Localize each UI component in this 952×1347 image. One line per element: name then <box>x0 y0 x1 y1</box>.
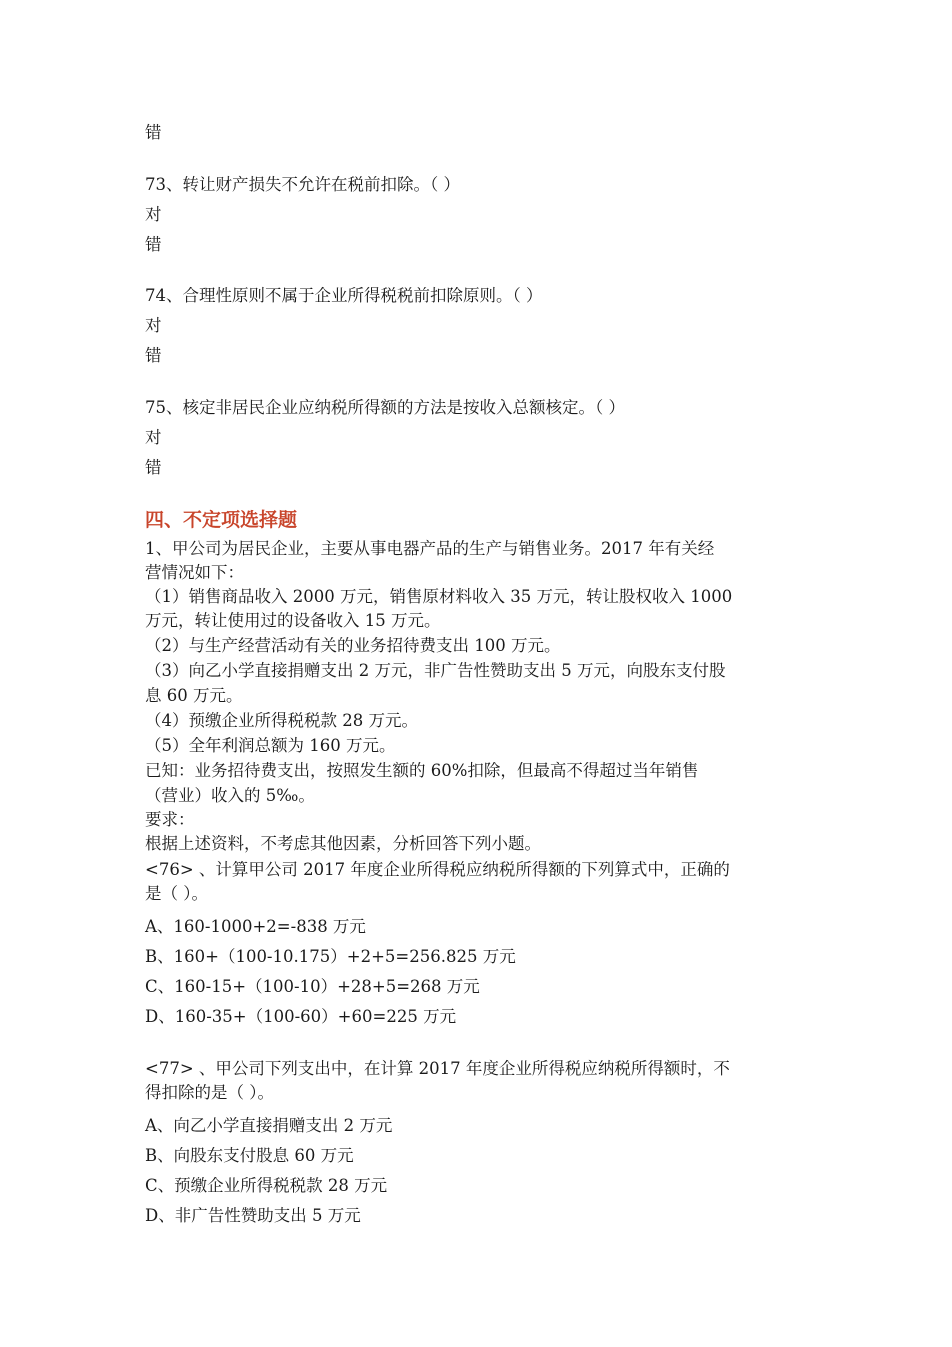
question-stem: 是（ ）。 <box>145 884 208 903</box>
option-d[interactable]: D、非广告性赞助支出 5 万元 <box>145 1206 361 1225</box>
option-false[interactable]: 错 <box>145 346 162 365</box>
case-line: 要求： <box>145 810 195 829</box>
option-true[interactable]: 对 <box>145 205 162 224</box>
case-line: 营情况如下： <box>145 563 244 582</box>
case-line: （4）预缴企业所得税税款 28 万元。 <box>145 711 418 730</box>
case-line: 已知：业务招待费支出，按照发生额的 60%扣除，但最高不得超过当年销售 <box>145 761 699 780</box>
case-line: 万元，转让使用过的设备收入 15 万元。 <box>145 611 441 630</box>
section-heading: 四、不定项选择题 <box>145 509 298 531</box>
option-d[interactable]: D、160-35+（100-60）+60=225 万元 <box>145 1007 457 1026</box>
option-c[interactable]: C、预缴企业所得税税款 28 万元 <box>145 1176 388 1195</box>
option-a[interactable]: A、160-1000+2=-838 万元 <box>145 917 366 936</box>
option-false[interactable]: 错 <box>145 235 162 254</box>
question-stem: 74、合理性原则不属于企业所得税税前扣除原则。（ ） <box>145 286 543 305</box>
case-line: （1）销售商品收入 2000 万元，销售原材料收入 35 万元，转让股权收入 1000 <box>145 587 733 606</box>
prev-question-option-false[interactable]: 错 <box>145 123 162 142</box>
case-line: （3）向乙小学直接捐赠支出 2 万元，非广告性赞助支出 5 万元，向股东支付股 <box>145 661 726 680</box>
case-line: （2）与生产经营活动有关的业务招待费支出 100 万元。 <box>145 636 561 655</box>
option-c[interactable]: C、160-15+（100-10）+28+5=268 万元 <box>145 977 480 996</box>
option-b[interactable]: B、160+（100-10.175）+2+5=256.825 万元 <box>145 947 516 966</box>
option-a[interactable]: A、向乙小学直接捐赠支出 2 万元 <box>145 1116 393 1135</box>
case-line: （营业）收入的 5‰。 <box>145 786 315 805</box>
case-line: 息 60 万元。 <box>145 686 243 705</box>
question-stem: <77> 、甲公司下列支出中，在计算 2017 年度企业所得税应纳税所得额时，不 <box>145 1059 730 1078</box>
option-true[interactable]: 对 <box>145 316 162 335</box>
option-true[interactable]: 对 <box>145 428 162 447</box>
case-line: （5）全年利润总额为 160 万元。 <box>145 736 396 755</box>
question-stem: 得扣除的是（ ）。 <box>145 1083 274 1102</box>
case-line: 1、甲公司为居民企业，主要从事电器产品的生产与销售业务。2017 年有关经 <box>145 539 715 558</box>
question-stem: <76> 、计算甲公司 2017 年度企业所得税应纳税所得额的下列算式中，正确的 <box>145 860 730 879</box>
question-stem: 73、转让财产损失不允许在税前扣除。（ ） <box>145 175 460 194</box>
option-false[interactable]: 错 <box>145 458 162 477</box>
option-b[interactable]: B、向股东支付股息 60 万元 <box>145 1146 354 1165</box>
question-stem: 75、核定非居民企业应纳税所得额的方法是按收入总额核定。（ ） <box>145 398 625 417</box>
case-line: 根据上述资料，不考虑其他因素，分析回答下列小题。 <box>145 834 541 853</box>
